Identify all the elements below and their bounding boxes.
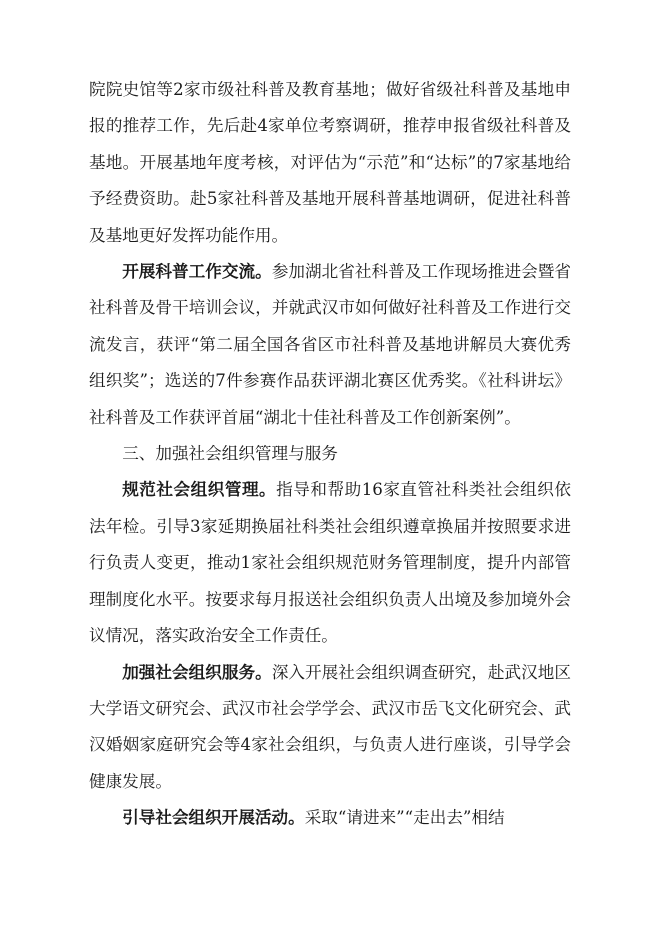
paragraph-org-activities: [89, 800, 571, 836]
paragraph-text: 院院史馆等2家市级社科普及教育基地；做好省级社科普及基地申报的推荐工作，先后赴4家单位考察调研，推荐申报省级社科普及基地。开展基地年度考核，对评估为“示范”和“达标”的7家基地给予经费资助。赴5家社科普及基地开展科普基地调研，促进社科普及基地更好发挥功能作用。: [89, 80, 571, 245]
paragraph-lead: 规范社会组织管理。: [122, 480, 277, 500]
paragraph-science-exchange: [89, 254, 571, 436]
paragraph-lead: 加强社会组织服务。: [122, 662, 272, 682]
paragraph-text: 指导和帮助16家直管社科类社会组织依法年检。引导3家延期换届社科类社会组织遵章换届并按照要求进行负责人变更，推动1家社会组织规范财务管理制度，提升内部管理制度化水平。按要求每月报送社会组织负责人出境及参加境外会议情况，落实政治安全工作责任。: [89, 480, 571, 646]
paragraph-text: 参加湖北省社科普及工作现场推进会暨省社科普及骨干培训会议，并就武汉市如何做好社科普及工作进行交流发言，获评“第二届全国各省区市社科普及基地讲解员大赛优秀组织奖”；选送的7件参赛作品获评湖北赛区优秀奖。《社科讲坛》社科普及工作获评首届“湖北十佳社科普及工作创新案例”。: [89, 262, 572, 427]
paragraph-text: 采取“请进来”“走出去”相结: [304, 808, 505, 828]
paragraph-lead: 开展科普工作交流。: [122, 262, 272, 282]
paragraph-org-service: [89, 655, 571, 801]
document-page: [89, 72, 571, 837]
paragraph-org-management: [89, 472, 571, 654]
section-heading: 三、加强社会组织管理与服务: [122, 444, 338, 464]
paragraph-lead: 引导社会组织开展活动。: [122, 808, 305, 828]
paragraph-base-continuation: [89, 72, 571, 254]
paragraph-text: 深入开展社会组织调查研究，赴武汉地区大学语文研究会、武汉市社会学学会、武汉市岳飞文化研究会、武汉婚姻家庭研究会等4家社会组织，与负责人进行座谈，引导学会健康发展。: [89, 662, 572, 791]
